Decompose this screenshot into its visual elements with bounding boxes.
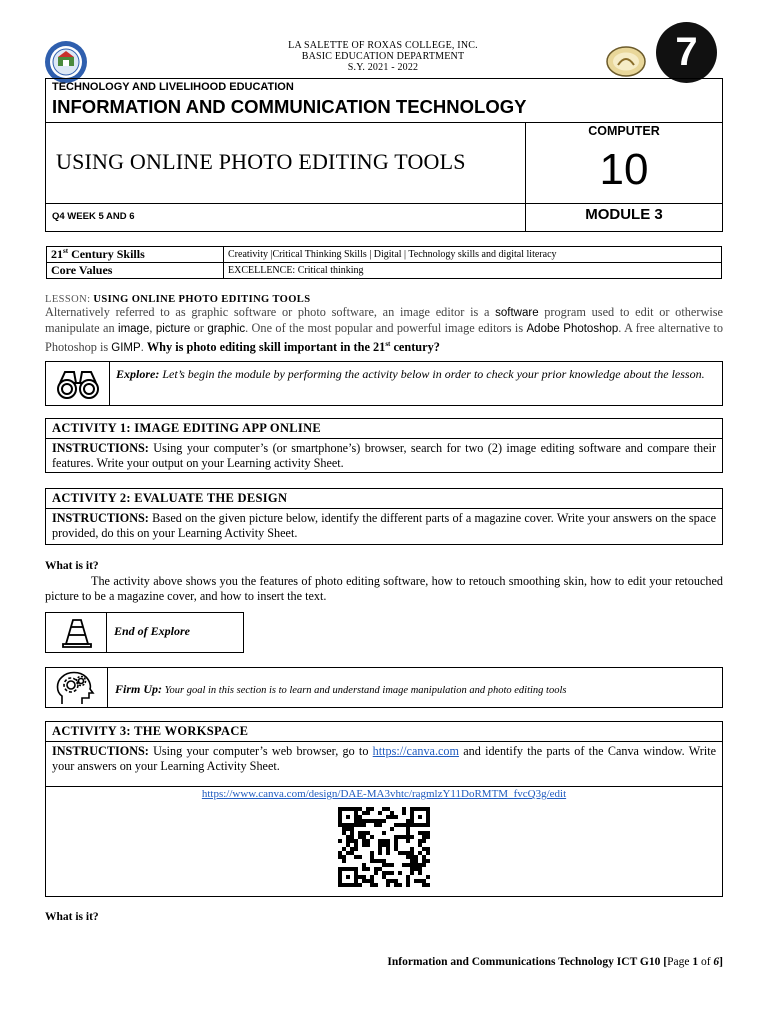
core-values-label: Core Values (47, 263, 224, 279)
end-explore-box (45, 612, 244, 653)
activity2-box (45, 488, 723, 545)
school-name: LA SALETTE OF ROXAS COLLEGE, INC. (288, 40, 478, 51)
school-year: S.Y. 2021 - 2022 (347, 62, 419, 73)
title-block (45, 78, 723, 232)
core-values-value: EXCELLENCE: Critical thinking (224, 263, 722, 279)
grade-number: 10 (599, 145, 649, 194)
week-label: Q4 WEEK 5 AND 6 (52, 211, 135, 222)
firm-up-text: Firm Up: Your goal in this section is to learn and understand image manipulation and photo editing tools (115, 682, 567, 696)
activity3-instructions: INSTRUCTIONS: Using your computer’s web browser, go to https://canva.com and identify the parts of the Canva window. Write your answers on your Learning Activity Sheet. (46, 742, 722, 787)
activity3-title: ACTIVITY 3: THE WORKSPACE (46, 722, 722, 742)
binoculars-icon (54, 367, 102, 401)
subject-group: TECHNOLOGY AND LIVELIHOOD EDUCATION (52, 81, 294, 93)
module-label: MODULE 3 (585, 206, 663, 223)
head-gears-icon (54, 670, 100, 706)
page-footer: Information and Communications Technology ICT G10 [Page 1 of 6] (387, 956, 723, 968)
lesson-heading: LESSON: USING ONLINE PHOTO EDITING TOOLS (45, 294, 311, 305)
grade-badge-number: 7 (675, 30, 698, 74)
activity1-box (45, 418, 723, 473)
activity2-instructions: INSTRUCTIONS: Based on the given picture below, identify the different parts of a magazine cover. Write your answers on the space provided, do this on your Learning Activity Sheet. (52, 511, 716, 540)
department-logo (606, 46, 646, 77)
traffic-cone-icon (62, 617, 92, 649)
what-is-it-paragraph: The activity above shows you the features of photo editing software, how to retouch smoothing skin, how to edit your retouched picture to be a magazine cover, and how to insert the text. (45, 574, 723, 603)
grade-badge (656, 22, 717, 83)
activity1-title: ACTIVITY 1: IMAGE EDITING APP ONLINE (46, 419, 722, 439)
what-is-it-heading-2: What is it? (45, 911, 99, 923)
end-explore-label: End of Explore (114, 624, 191, 638)
firm-up-box (45, 667, 723, 708)
qr-code (338, 807, 430, 887)
canva-link[interactable]: https://canva.com (372, 744, 459, 758)
explore-text: Explore: Let’s begin the module by performing the activity below in order to check your prior knowledge about the lesson. (116, 367, 705, 381)
activity1-instructions: INSTRUCTIONS: Using your computer’s (or smartphone’s) browser, search for two (2) image editing software and compare their features. Write your output on your Learning activity Sheet. (52, 441, 716, 470)
skills-value: Creativity |Critical Thinking Skills | Digital | Technology skills and digital literacy (224, 247, 722, 263)
canva-design-link[interactable]: https://www.canva.com/design/DAE-MA3vhtc/ragmlzY11DoRMTM_fvcQ3g/edit (201, 788, 567, 800)
activity2-title: ACTIVITY 2: EVALUATE THE DESIGN (46, 489, 722, 509)
explore-box (45, 361, 723, 406)
department-name: BASIC EDUCATION DEPARTMENT (301, 51, 465, 62)
skills-row (47, 247, 722, 263)
core-values-row (47, 263, 722, 279)
skills-label: 21st Century Skills (47, 247, 224, 263)
course-label: COMPUTER (588, 124, 660, 138)
topic-title: USING ONLINE PHOTO EDITING TOOLS (56, 149, 466, 174)
lesson-paragraph: Alternatively referred to as graphic software or photo software, an image editor is a software program used to edit or otherwise manipulate an image, picture or graphic. One of the most popular and powerful image editors is Adobe Photoshop. A free alternative to Photoshop is GIMP. Why is photo editing skill important in the 21st century? (45, 305, 723, 355)
skills-table (46, 246, 722, 279)
what-is-it-heading: What is it? (45, 560, 99, 572)
activity3-box (45, 721, 723, 897)
subject-title: INFORMATION AND COMMUNICATION TECHNOLOGY (52, 96, 527, 117)
